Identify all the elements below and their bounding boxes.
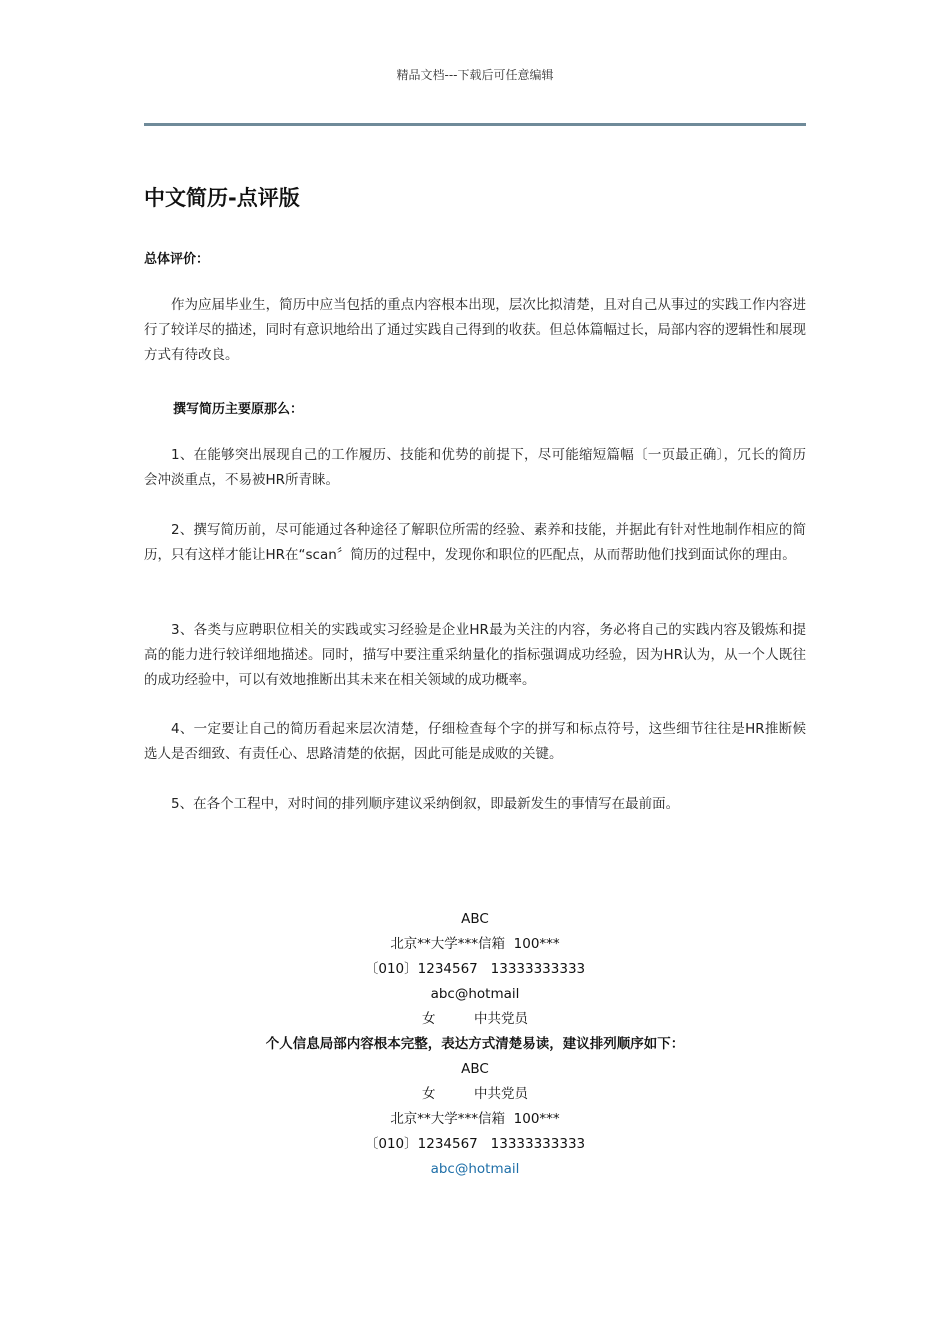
revised-contact-gender-party: 女 中共党员	[421, 1086, 529, 1102]
revised-contact-name: ABC	[461, 1061, 489, 1077]
contact-phone: 〔010〕1234567 13333333333	[364, 961, 586, 977]
page-header: 精品文档---下载后可任意编辑	[396, 68, 554, 82]
principle-item-3: 3、各类与应聘职位相关的实践或实习经验是企业HR最为关注的内容，务必将自己的实践内容及锻炼和提高的能力进行较详细地描述。同时，描写中要注重采纳量化的指标强调成功经验，因为HR认为，从一个人既往的成功经验中，可以有效地推断出其未来在相关领域的成功概率。	[144, 622, 806, 688]
revised-contact-email-link[interactable]: abc@hotmail	[430, 1161, 520, 1177]
principle-item-1: 1、在能够突出展现自己的工作履历、技能和优势的前提下，尽可能缩短篇幅〔一页最正确〕，冗长的简历会冲淡重点，不易被HR所青睐。	[144, 447, 806, 488]
contact-address: 北京**大学***信箱 100***	[390, 936, 560, 952]
principle-item-4: 4、一定要让自己的简历看起来层次清楚，仔细检查每个字的拼写和标点符号，这些细节往往是HR推断候选人是否细致、有责任心、思路清楚的依据，因此可能是成败的关键。	[144, 721, 806, 762]
overall-evaluation-text: 作为应届毕业生，简历中应当包括的重点内容根本出现，层次比拟清楚，且对自己从事过的实践工作内容进行了较详尽的描述，同时有意识地给出了通过实践自己得到的收获。但总体篇幅过长，局部内容的逻辑性和展现方式有待改良。	[144, 297, 806, 363]
overall-evaluation-label: 总体评价：	[144, 252, 210, 267]
contact-block	[0, 907, 950, 1182]
header-divider	[144, 123, 806, 126]
contact-email: abc@hotmail	[430, 986, 520, 1002]
principle-item-2: 2、撰写简历前，尽可能通过各种途径了解职位所需的经验、素养和技能，并据此有针对性地制作相应的简历，只有这样才能让HR在“scan〞简历的过程中，发现你和职位的匹配点，从而帮助他们找到面试你的理由。	[144, 522, 806, 563]
principles-label: 撰写简历主要原那么：	[173, 402, 304, 417]
document-title: 中文简历-点评版	[144, 186, 300, 210]
contact-gender-party: 女 中共党员	[421, 1011, 529, 1027]
principle-item-5: 5、在各个工程中，对时间的排列顺序建议采纳倒叙，即最新发生的事情写在最前面。	[171, 796, 680, 812]
contact-note: 个人信息局部内容根本完整，表达方式清楚易读，建议排列顺序如下：	[265, 1036, 685, 1052]
revised-contact-phone: 〔010〕1234567 13333333333	[364, 1136, 586, 1152]
contact-name: ABC	[461, 911, 489, 927]
revised-contact-address: 北京**大学***信箱 100***	[390, 1111, 560, 1127]
